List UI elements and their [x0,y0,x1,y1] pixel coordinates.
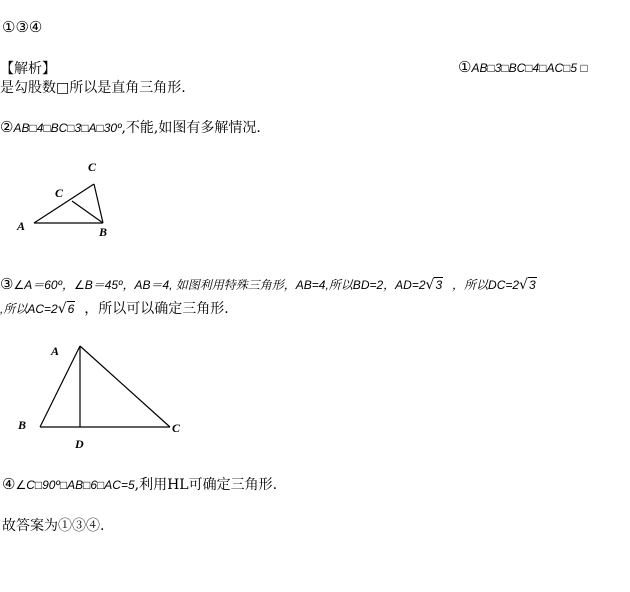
sqrt-3-a: √3 [425,277,443,293]
item3-seg4: ，所以可以确定三角形. [84,301,229,317]
item2-tail: ,不能,如图有多解情况. [121,120,261,136]
fig2-segment-ab [40,346,80,427]
item3-marker: ③ [0,275,14,293]
item3-seg3: ,所以AC=2 [0,302,58,316]
fig1-label-b: B [99,225,108,239]
conclusion: 故答案为①③④. [2,518,105,534]
fig2-label-d: D [75,437,84,451]
item3-seg1: ∠A＝60º，∠B＝45º，AB＝4, 如图利用特殊三角形，AB=4,所以BD=2，AD=2 [13,278,426,292]
sqrt-3-b-value: 3 [528,278,536,292]
item3-line1 [0,275,537,293]
item3-seg2: ，所以DC=2 [452,278,520,292]
sqrt-3-a-value: 3 [435,278,443,292]
item2-angle: A□30º [88,121,122,135]
fig1-segment-ac-top [34,184,94,223]
sqrt-6: √6 [57,301,75,317]
item3-line2 [0,298,229,318]
fig1-label-c-mid: C [55,186,64,200]
sqrt-6-value: 6 [67,302,75,316]
fig2-label-b: B [18,418,27,432]
analysis-heading: 【解析】 [0,61,56,77]
sqrt-3-b: √3 [519,277,536,293]
item4-tail: ,利用HL可确定三角形. [134,477,278,493]
fig1-label-a: A [17,219,26,233]
answer-line: ①③④ [2,18,43,36]
item2-expr: AB□4□BC□3□ [13,121,89,135]
item4-line [2,474,277,494]
item4-marker: ④ [2,475,16,493]
item4-expr: ∠C□90º□AB□6□AC=5 [15,478,135,492]
item1-marker: ① [458,58,472,76]
fig2-label-c: C [172,421,181,435]
fig1-label-c-top: C [88,160,97,174]
item2-marker: ② [0,118,14,136]
fig2-segment-ac [80,346,170,427]
item1-expr: AB□3□BC□4□AC□5 □ [471,61,588,75]
fig2-label-a: A [51,344,60,358]
item1-line2: 是勾股数□所以是直角三角形. [0,80,186,96]
